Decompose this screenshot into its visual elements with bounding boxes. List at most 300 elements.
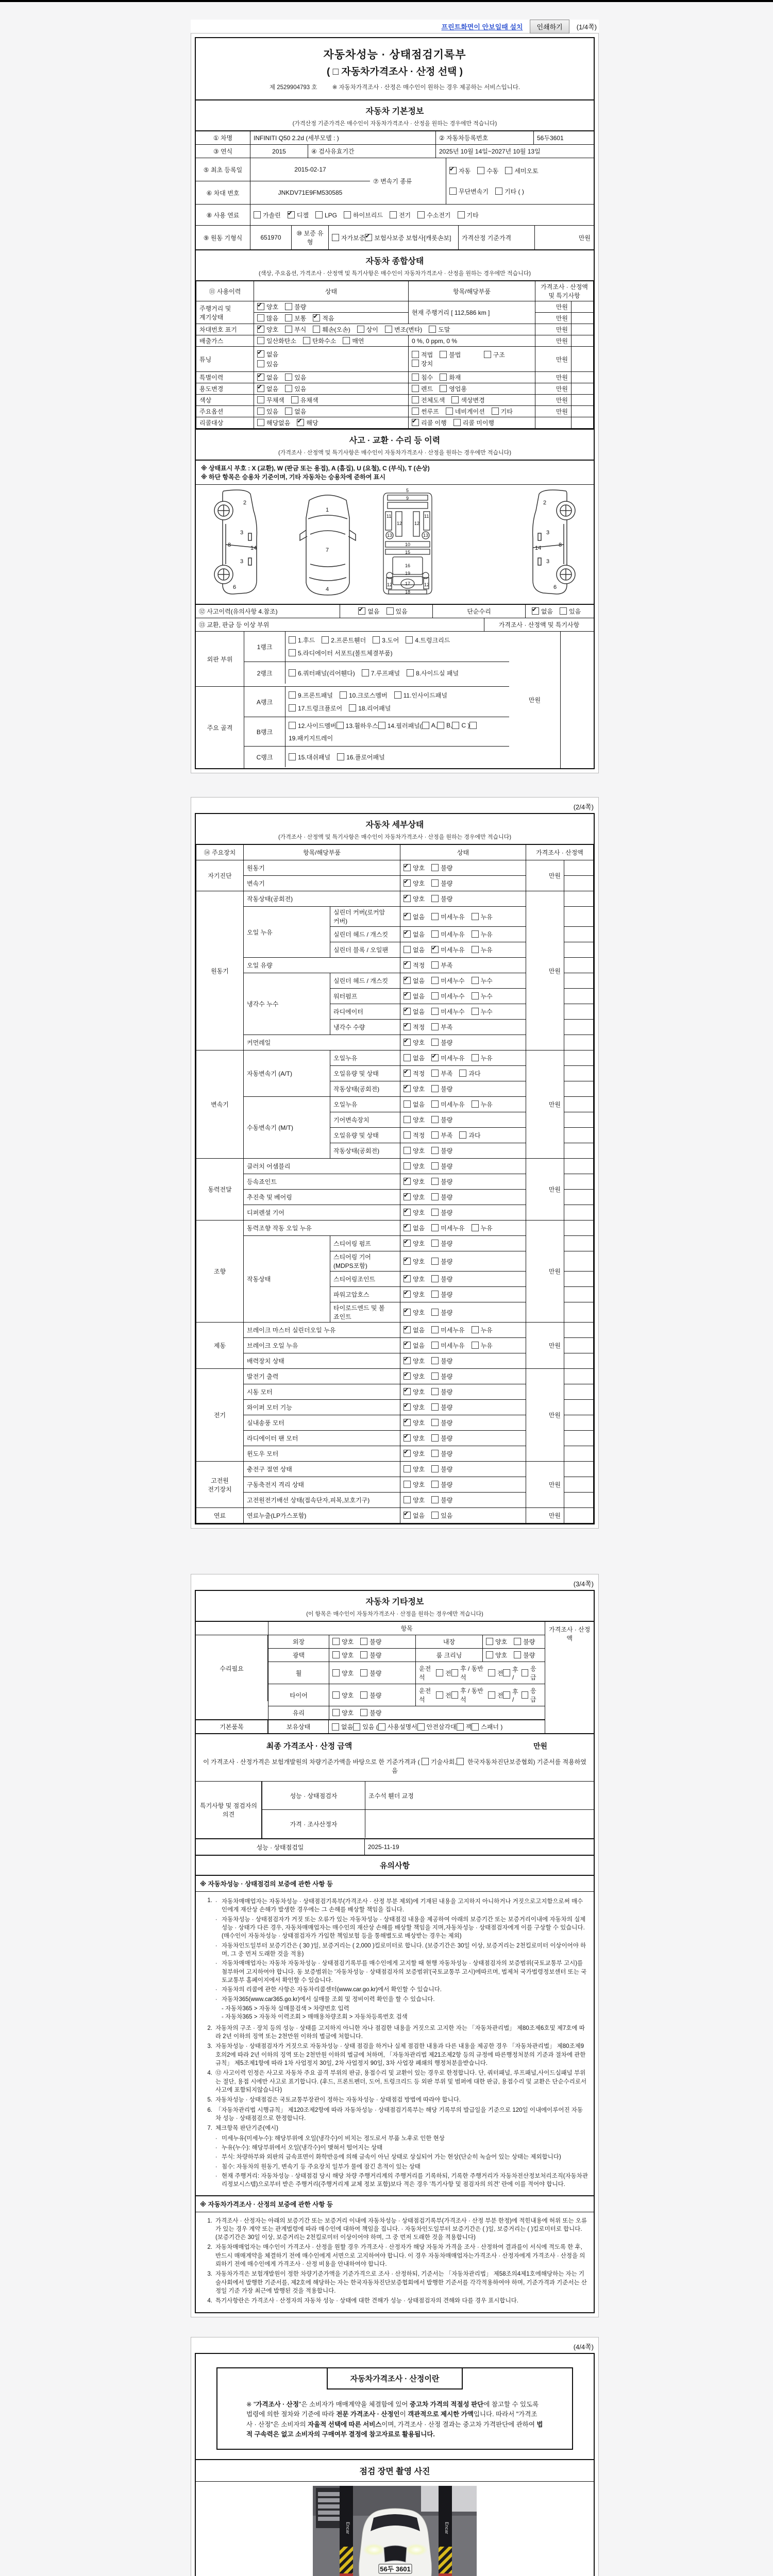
option: 불량 — [431, 1403, 452, 1412]
checkbox[interactable] — [431, 946, 439, 953]
notice-item: ∙ 침수: 자동차의 원동기, 변속기 등 주요장치 일부가 물에 잠긴 흔적이 있는 상태 — [215, 2163, 589, 2171]
svg-text:2: 2 — [543, 500, 547, 506]
notice-item: ∙ 부식: 차량하부와 외판의 금속표면이 화학반응에 의해 금속이 아닌 상태로 상실되어 가는 현상(단순히 녹슬어 있는 상태는 제외합니다) — [215, 2153, 589, 2161]
checkbox[interactable] — [332, 1723, 339, 1731]
notice-item: 5. 자동차성능 · 상태점검은 국토교통부장관이 정하는 자동차성능 · 상태점검 방법에 따라야 합니다. — [207, 2097, 461, 2104]
checkbox[interactable] — [472, 930, 479, 938]
checkbox[interactable] — [332, 234, 339, 241]
option: 누수 — [472, 1007, 493, 1016]
checkbox[interactable] — [532, 607, 539, 615]
checkbox[interactable] — [431, 1291, 439, 1298]
checkbox[interactable] — [337, 722, 344, 729]
checkbox[interactable] — [394, 691, 401, 699]
option: 불법 — [440, 350, 461, 359]
checkbox[interactable] — [503, 1669, 510, 1676]
checkbox[interactable] — [404, 1419, 411, 1426]
checkbox[interactable] — [365, 234, 372, 241]
checkbox[interactable] — [404, 1496, 411, 1503]
checkbox[interactable] — [472, 1224, 479, 1231]
option: 도말 — [429, 325, 450, 334]
checkbox[interactable] — [404, 1131, 411, 1139]
checkbox[interactable] — [492, 408, 499, 415]
checkbox[interactable] — [360, 1638, 367, 1645]
option: 양호 — [332, 1669, 354, 1677]
checkbox[interactable] — [422, 722, 429, 729]
checkbox[interactable] — [417, 211, 425, 218]
checkbox[interactable] — [431, 1224, 439, 1231]
price-survey-info-text: ※ "가격조사 · 산정"은 소비자가 매매계약을 체결함에 있어 중고차 가격의 적절성 판단에 참고할 수 있도록 법령에 의한 절차와 기준에 따라 전문 가격조사 · 산정인이 객관적으로 제시한 가액입니다. 따라서 "가격조사 · 산정"은 소비자의 자율적 선택에 따른 서비스이며, 가격조사 · 산정 결과는 중고차 가격판단에 관하여 법적 구속력은 없고 소비자의 구매여부 결정에 참고자료로 활용됩니다. — [246, 2400, 543, 2438]
checkbox[interactable] — [404, 1258, 411, 1265]
checkbox[interactable] — [472, 1342, 479, 1349]
checkbox[interactable] — [404, 1388, 411, 1395]
checkbox[interactable] — [288, 211, 295, 218]
checkbox[interactable] — [332, 1638, 340, 1645]
label-year: ③ 연식 — [196, 145, 250, 158]
option: 있음 — [560, 607, 581, 616]
checkbox[interactable] — [431, 1008, 439, 1015]
checkbox[interactable] — [472, 913, 479, 920]
checkbox[interactable] — [360, 1691, 367, 1699]
checkbox[interactable] — [332, 1651, 340, 1658]
label-exchange-parts: ⑬ 교환, 판금 등 이상 부위 — [196, 618, 484, 631]
checkbox[interactable] — [484, 351, 491, 358]
checkbox[interactable] — [431, 895, 439, 902]
checkbox[interactable] — [404, 1023, 411, 1030]
detail-row: 기어변속장치 양호 불량 — [196, 1112, 594, 1128]
label-basic-items: 기본품목 — [196, 1720, 268, 1733]
checkbox[interactable] — [404, 1342, 411, 1349]
fuel-options — [250, 205, 594, 225]
value-valid-period: 2025년 10월 14일~2027년 10월 13일 — [439, 148, 541, 155]
checkbox[interactable] — [404, 1085, 411, 1092]
option: 불량 — [360, 1691, 381, 1700]
checkbox[interactable] — [469, 722, 477, 729]
option: 불량 — [431, 1434, 452, 1443]
svg-text:18: 18 — [405, 589, 411, 595]
checkbox[interactable] — [431, 1434, 439, 1442]
checkbox[interactable] — [343, 337, 350, 344]
checkbox[interactable] — [404, 992, 411, 999]
checkbox[interactable] — [404, 1309, 411, 1316]
checkbox[interactable] — [453, 419, 461, 426]
checkbox[interactable] — [431, 1372, 439, 1380]
checkbox[interactable] — [373, 636, 380, 643]
checkbox[interactable] — [431, 1131, 439, 1139]
detail-row: 타이로드엔드 및 볼 죠인트 ✔양호 불량 — [196, 1302, 594, 1323]
warranty-options: 자가보증 ✔ 보험사보증 보험사[캐롯손보] — [329, 226, 459, 249]
checkbox[interactable] — [404, 1100, 411, 1108]
checkbox[interactable] — [431, 913, 439, 920]
checkbox[interactable] — [289, 649, 296, 656]
checkbox[interactable] — [257, 360, 264, 367]
checkbox[interactable] — [437, 722, 444, 729]
checkbox[interactable] — [495, 188, 502, 195]
detail-row: 수동변속기 (M/T) 오일누유 없음 미세누유 누유 — [196, 1097, 594, 1112]
checkbox[interactable] — [431, 1326, 439, 1333]
checkbox[interactable] — [560, 607, 567, 615]
checkbox[interactable] — [404, 913, 411, 920]
option: 1.후드 — [289, 636, 315, 645]
checkbox[interactable] — [289, 704, 296, 711]
checkbox[interactable] — [431, 1193, 439, 1200]
notice-item: 3. 자동차가격은 보험개발원이 정한 차량기준가액을 기준가격으로 조사 · 산정하되, 기준서는 「자동차관리법」 제58조의4제1호에해당하는 자는 기술사회에서 발행한 기준서를, 제2호에 해당하는 자는 한국자동차진단보증협회에서 발행한 기준서를 각각적용하여야 하며, 기준가격과 기준서는 산정일 기준 가장 최근에 발행된 것을 적용합니다. — [207, 2271, 587, 2295]
checkbox[interactable] — [303, 337, 310, 344]
checkbox[interactable] — [412, 360, 419, 367]
checkbox[interactable] — [404, 1372, 411, 1380]
checkbox[interactable] — [522, 1691, 529, 1699]
checkbox[interactable] — [451, 1691, 459, 1699]
checkbox[interactable] — [472, 1100, 479, 1108]
checkbox[interactable] — [431, 1388, 439, 1395]
checkbox[interactable] — [431, 1496, 439, 1503]
checkbox[interactable] — [431, 879, 439, 887]
checkbox[interactable] — [404, 961, 411, 969]
option: 양호 — [404, 1465, 425, 1473]
checkbox[interactable] — [313, 314, 320, 321]
checkbox[interactable] — [349, 704, 356, 711]
svg-text:11: 11 — [386, 514, 392, 519]
option: 있음 — [285, 384, 306, 393]
checkbox[interactable] — [257, 326, 264, 333]
checkbox[interactable] — [472, 1326, 479, 1333]
checkbox[interactable] — [472, 1054, 479, 1061]
checkbox[interactable] — [472, 1723, 479, 1731]
install-print-helper-link[interactable]: 프린트화면이 안보일때 설치 — [441, 23, 523, 31]
checkbox[interactable] — [449, 188, 457, 195]
label-opinion: 특기사항 및 점검자의 의견 — [196, 1782, 262, 1838]
checkbox[interactable] — [332, 1709, 340, 1716]
checkbox[interactable] — [412, 419, 419, 426]
checkbox[interactable] — [431, 1023, 439, 1030]
checkbox[interactable] — [417, 1723, 425, 1731]
svg-text:4: 4 — [326, 586, 329, 592]
option: 누유 — [472, 930, 493, 939]
checkbox[interactable] — [503, 1691, 510, 1699]
checkbox[interactable] — [457, 1723, 464, 1731]
section-overall-header: 자동차 종합상태 (색상, 주요옵션, 가격조사 · 산정액 및 특기사항은 매수인이 자동차가격조사 · 산정을 원하는 경우에만 적습니다) — [258, 257, 531, 277]
checkbox[interactable] — [385, 326, 392, 333]
option: 썬루프 — [412, 407, 439, 416]
checkbox[interactable] — [431, 1209, 439, 1216]
checkbox[interactable] — [514, 1651, 521, 1658]
checkbox[interactable] — [404, 879, 411, 887]
basic-info-table — [196, 130, 594, 249]
checkbox[interactable] — [440, 385, 447, 392]
svg-text:1: 1 — [326, 507, 329, 513]
option: 누유 — [472, 1341, 493, 1350]
detail-row: 고전원 전기장치 충전구 절연 상태 양호 불량 만원 — [196, 1462, 594, 1477]
option: 7.루프패널 — [362, 669, 400, 677]
checkbox[interactable] — [404, 1116, 411, 1123]
checkbox[interactable] — [289, 669, 296, 676]
option: 부족 — [431, 961, 452, 970]
notice-item: ∙ 자동차의 리콜에 관한 사항은 자동차리콜센터(www.car.go.kr)에서 확인할 수 있습니다. — [215, 1986, 589, 1994]
checkbox[interactable] — [360, 1651, 367, 1658]
checkbox[interactable] — [431, 1309, 439, 1316]
checkbox[interactable] — [431, 1240, 439, 1247]
option: ✔ 양호 — [404, 863, 425, 872]
option: 있음 — [285, 373, 306, 382]
checkbox[interactable] — [472, 946, 479, 953]
checkbox[interactable] — [446, 408, 453, 415]
checkbox[interactable] — [257, 419, 264, 426]
checkbox[interactable] — [431, 1419, 439, 1426]
print-button[interactable]: 인쇄하기 — [530, 20, 569, 33]
checkbox[interactable] — [378, 1723, 385, 1731]
notice-item: ∙ 현재 주행거리: 자동차성능 · 상태점검 당시 해당 차량 주행거리계의 주행거리를 기록하되, 기록한 주행거리가 자동차전산정보처리조직(자동차관리정보시스템)으로부터 받은 주행거리(주행거리계 교체 정보 포함)보다 적은 경우 '특기사항 및 점검자의 의견' 란에 이를 적어야 합니다. — [215, 2172, 589, 2189]
checkbox[interactable] — [431, 1357, 439, 1364]
detail-row: 시동 모터 ✔ 양호 불량 — [196, 1384, 594, 1400]
checkbox[interactable] — [404, 977, 411, 984]
detail-row: 냉각수 누수 실린더 헤드 / 개스킷 ✔ 없음 미세누수 누수 — [196, 973, 594, 989]
option: 4.트렁크리드 — [406, 636, 450, 645]
checkbox[interactable] — [340, 691, 347, 699]
checkbox[interactable] — [457, 1758, 464, 1765]
checkbox[interactable] — [362, 669, 369, 676]
option: 변조(변타) — [385, 325, 422, 334]
checkbox[interactable] — [404, 1403, 411, 1411]
label-warranty-type: ⑩ 보증 유형 — [292, 226, 329, 249]
checkbox[interactable] — [332, 1669, 340, 1676]
checkbox[interactable] — [436, 1669, 443, 1676]
checkbox[interactable] — [257, 396, 264, 403]
inspection-date-value: 2025-11-19 — [368, 1843, 399, 1851]
checkbox[interactable] — [353, 1723, 360, 1731]
checkbox[interactable] — [451, 1669, 459, 1676]
label-outer-panel: 외판 부위 — [196, 632, 244, 686]
checkbox[interactable] — [337, 753, 344, 760]
page-marker-2: (2/4쪽) — [573, 803, 594, 811]
checkbox[interactable] — [431, 961, 439, 969]
checkbox[interactable] — [257, 385, 264, 392]
checkbox[interactable] — [404, 930, 411, 938]
checkbox[interactable] — [404, 1465, 411, 1472]
option: ✔ 미세누유 — [431, 1054, 464, 1062]
checkbox[interactable] — [422, 1758, 429, 1765]
option: 기타 — [458, 211, 479, 219]
checkbox[interactable] — [315, 211, 323, 218]
checkbox[interactable] — [431, 1258, 439, 1265]
checkbox[interactable] — [477, 167, 484, 174]
checkbox[interactable] — [472, 977, 479, 984]
checkbox[interactable] — [404, 1162, 411, 1170]
checkbox[interactable] — [412, 396, 419, 403]
checkbox[interactable] — [291, 396, 298, 403]
checkbox[interactable] — [431, 1403, 439, 1411]
checkbox[interactable] — [431, 1147, 439, 1154]
svg-text:2: 2 — [243, 500, 247, 506]
checkbox[interactable] — [431, 1465, 439, 1472]
checkbox[interactable] — [412, 408, 419, 415]
checkbox[interactable] — [486, 1651, 493, 1658]
checkbox[interactable] — [431, 1100, 439, 1108]
checkbox[interactable] — [254, 211, 261, 218]
checkbox[interactable] — [404, 1512, 411, 1519]
checkbox[interactable] — [412, 351, 419, 358]
checkbox[interactable] — [404, 1450, 411, 1457]
checkbox[interactable] — [505, 167, 512, 174]
checkbox[interactable] — [404, 1054, 411, 1061]
option: 불량 — [360, 1708, 381, 1717]
checkbox[interactable] — [404, 1291, 411, 1298]
checkbox[interactable] — [386, 607, 394, 615]
checkbox[interactable] — [360, 1709, 367, 1716]
option: 탄화수소 — [303, 336, 336, 345]
checkbox[interactable] — [431, 1481, 439, 1488]
checkbox[interactable] — [360, 1669, 367, 1676]
checkbox[interactable] — [431, 1039, 439, 1046]
checkbox[interactable] — [285, 303, 292, 310]
checkbox[interactable] — [257, 350, 264, 358]
damage-diagram — [196, 484, 594, 604]
checkbox[interactable] — [431, 1450, 439, 1457]
checkbox[interactable] — [257, 374, 264, 381]
svg-text:3: 3 — [240, 558, 244, 565]
checkbox[interactable] — [472, 992, 479, 999]
checkbox[interactable] — [407, 669, 414, 676]
checkbox[interactable] — [390, 211, 397, 218]
checkbox[interactable] — [257, 408, 264, 415]
checkbox[interactable] — [358, 607, 365, 615]
checkbox[interactable] — [404, 1240, 411, 1247]
svg-text:12: 12 — [387, 582, 393, 587]
checkbox[interactable] — [285, 385, 292, 392]
checkbox[interactable] — [404, 895, 411, 902]
notice-item: ∙ 자동차365(www.car365.go.kr)에서 실매물 조회 및 정비이력 확인을 할 수 있습니다. — [215, 1995, 589, 2004]
checkbox[interactable] — [404, 864, 411, 871]
checkbox[interactable] — [514, 1638, 521, 1645]
detail-row: 구동축전지 격리 상태 양호 불량 — [196, 1477, 594, 1493]
checkbox[interactable] — [285, 408, 292, 415]
option: 네비게이션 — [446, 407, 485, 416]
checkbox[interactable] — [406, 636, 413, 643]
checkbox[interactable] — [488, 1669, 495, 1676]
option: ✔ 양호 — [404, 1193, 425, 1201]
checkbox[interactable] — [313, 326, 320, 333]
checkbox[interactable] — [404, 1275, 411, 1282]
checkbox[interactable] — [404, 1039, 411, 1046]
checkbox[interactable] — [257, 337, 264, 344]
checkbox[interactable] — [486, 1638, 493, 1645]
value-vin: JNKDV71E9FM530585 — [278, 189, 343, 196]
checkbox[interactable] — [322, 636, 329, 643]
checkbox[interactable] — [431, 1054, 439, 1061]
checkbox[interactable] — [429, 326, 436, 333]
checkbox[interactable] — [449, 167, 457, 174]
checkbox[interactable] — [431, 1512, 439, 1519]
checkbox[interactable] — [431, 992, 439, 999]
checkbox[interactable] — [431, 977, 439, 984]
checkbox[interactable] — [404, 1193, 411, 1200]
checkbox[interactable] — [257, 303, 264, 310]
price-survey-info-title: 자동차가격조사 · 산정이란 — [327, 2367, 463, 2389]
checkbox[interactable] — [404, 1070, 411, 1077]
checkbox[interactable] — [452, 722, 459, 729]
checkbox[interactable] — [404, 1357, 411, 1364]
checkbox[interactable] — [285, 374, 292, 381]
checkbox[interactable] — [431, 1342, 439, 1349]
checkbox[interactable] — [431, 1070, 439, 1077]
checkbox[interactable] — [289, 722, 296, 729]
checkbox[interactable] — [472, 1008, 479, 1015]
checkbox[interactable] — [289, 636, 296, 643]
notice-item: 6. 「자동차관리법 시행규칙」 제120조제2항에 따라 자동차성능 · 상태점검기록부는 해당 기록부의 발급일을 기준으로 120일 이내에이루어진 자동차 성능 · 상태점검으로 한정합니다. — [207, 2107, 583, 2122]
notice-item: ∙ 자동차매매업자는 자동차 자동차성능 · 상태점검기록부를 매수인에게 고지할 때 현행 자동차성능 · 상태점검자의 보증범위(국토교통부 고시)를 첨부하여 고지하여야 합니다. 동 보증범위는 '자동차성능 · 상태점검자의 보증범위'(국토교통부 고시)에따르며, 법제처 국가법령정보센터 또는 국토교통부 홈페이지에서 확인할 수 있습니다. — [215, 1959, 589, 1985]
checkbox[interactable] — [451, 396, 459, 403]
checkbox[interactable] — [404, 946, 411, 953]
checkbox[interactable] — [440, 374, 447, 381]
title-note: ※ 자동차가격조사 · 산정은 매수인이 원하는 경우 제공하는 서비스입니다. — [332, 84, 520, 91]
checkbox[interactable] — [431, 1116, 439, 1123]
checkbox[interactable] — [404, 1008, 411, 1015]
option: 침수 — [412, 373, 433, 382]
checkbox[interactable] — [431, 1275, 439, 1282]
option: 미세누유 — [431, 1224, 464, 1232]
notice-item: ∙ 누유(누수): 해당부위에서 오일(냉각수)이 맺혀서 떨어지는 상태 — [215, 2144, 589, 2152]
checkbox[interactable] — [332, 1691, 340, 1699]
checkbox[interactable] — [488, 1691, 495, 1699]
svg-text:3: 3 — [546, 558, 550, 565]
checkbox[interactable] — [431, 864, 439, 871]
svg-text:14: 14 — [250, 545, 257, 551]
checkbox[interactable] — [431, 930, 439, 938]
checkbox[interactable] — [404, 1326, 411, 1333]
detail-row: 고전원전기배선 상태(접속단자,피복,보호기구) 양호 불량 — [196, 1493, 594, 1508]
checkbox[interactable] — [404, 1178, 411, 1185]
checkbox[interactable] — [289, 691, 296, 699]
checkbox[interactable] — [431, 1162, 439, 1170]
checkbox[interactable] — [459, 1070, 466, 1077]
checkbox[interactable] — [257, 314, 264, 321]
checkbox[interactable] — [436, 1691, 443, 1699]
checkbox[interactable] — [412, 385, 419, 392]
checkbox[interactable] — [458, 211, 465, 218]
checkbox[interactable] — [522, 1669, 529, 1676]
option: ✔ 디젤 — [288, 211, 309, 219]
checkbox[interactable] — [440, 351, 447, 358]
checkbox[interactable] — [357, 326, 364, 333]
checkbox[interactable] — [344, 211, 351, 218]
svg-text:5: 5 — [406, 488, 409, 493]
value-engine-type: 651970 — [250, 226, 292, 249]
notice-section-a-header: ※ 자동차성능 · 상태점검의 보증에 관한 사항 등 — [196, 1875, 594, 1892]
checkbox[interactable] — [285, 314, 292, 321]
svg-text:9: 9 — [406, 496, 409, 501]
checkbox[interactable] — [297, 419, 304, 426]
option: 부족 — [431, 1131, 452, 1140]
checkbox[interactable] — [412, 374, 419, 381]
checkbox[interactable] — [289, 753, 296, 760]
checkbox[interactable] — [431, 1085, 439, 1092]
svg-text:Encar: Encar — [345, 2522, 350, 2534]
page-marker-4: (4/4쪽) — [573, 2343, 594, 2351]
accident-history-table: ⑫ 사고이력(유의사항 4.참조) ✔ 없음 있음 단순수리 ✔ 없음 있음 ⑬ 교환, 판금 등 이상 부위 가격조사 · 산정액 및 특기사항 외판 부위 1랭크 1.후드 2.프론트휀더 3.도어 4.트렁크리드 5.라디에이터 서포트(볼트체결부품) 2랭크 6.쿼터패널(리어휀다) 7.루프패널 8.사이드실 패널 주요 골격 A랭크 9.프론트패널 10.크로스멤버 11.인사이드패널 17.트렁크플로어 18.리어패널 B랭크 12.사이드멤버 13.휠하우스 14.필러패널( A, B, C ) 19.패키지트레이 C랭크 15.대쉬패널 16.플로어패널 만원 — [196, 604, 594, 768]
checkbox[interactable] — [378, 722, 385, 729]
detail-row: 워터펌프 ✔ 없음 미세누수 누수 — [196, 989, 594, 1004]
option: 누유 — [472, 945, 493, 954]
checkbox[interactable] — [459, 1131, 466, 1139]
checkbox[interactable] — [285, 326, 292, 333]
checkbox[interactable] — [404, 1481, 411, 1488]
checkbox[interactable] — [404, 1209, 411, 1216]
option: 불량 — [431, 1084, 452, 1093]
checkbox[interactable] — [431, 1178, 439, 1185]
checkbox[interactable] — [404, 1434, 411, 1442]
option: ✔ 없음 — [358, 607, 379, 616]
checkbox[interactable] — [404, 1147, 411, 1154]
checkbox[interactable] — [404, 1224, 411, 1231]
option: ✔없음 — [404, 912, 425, 921]
